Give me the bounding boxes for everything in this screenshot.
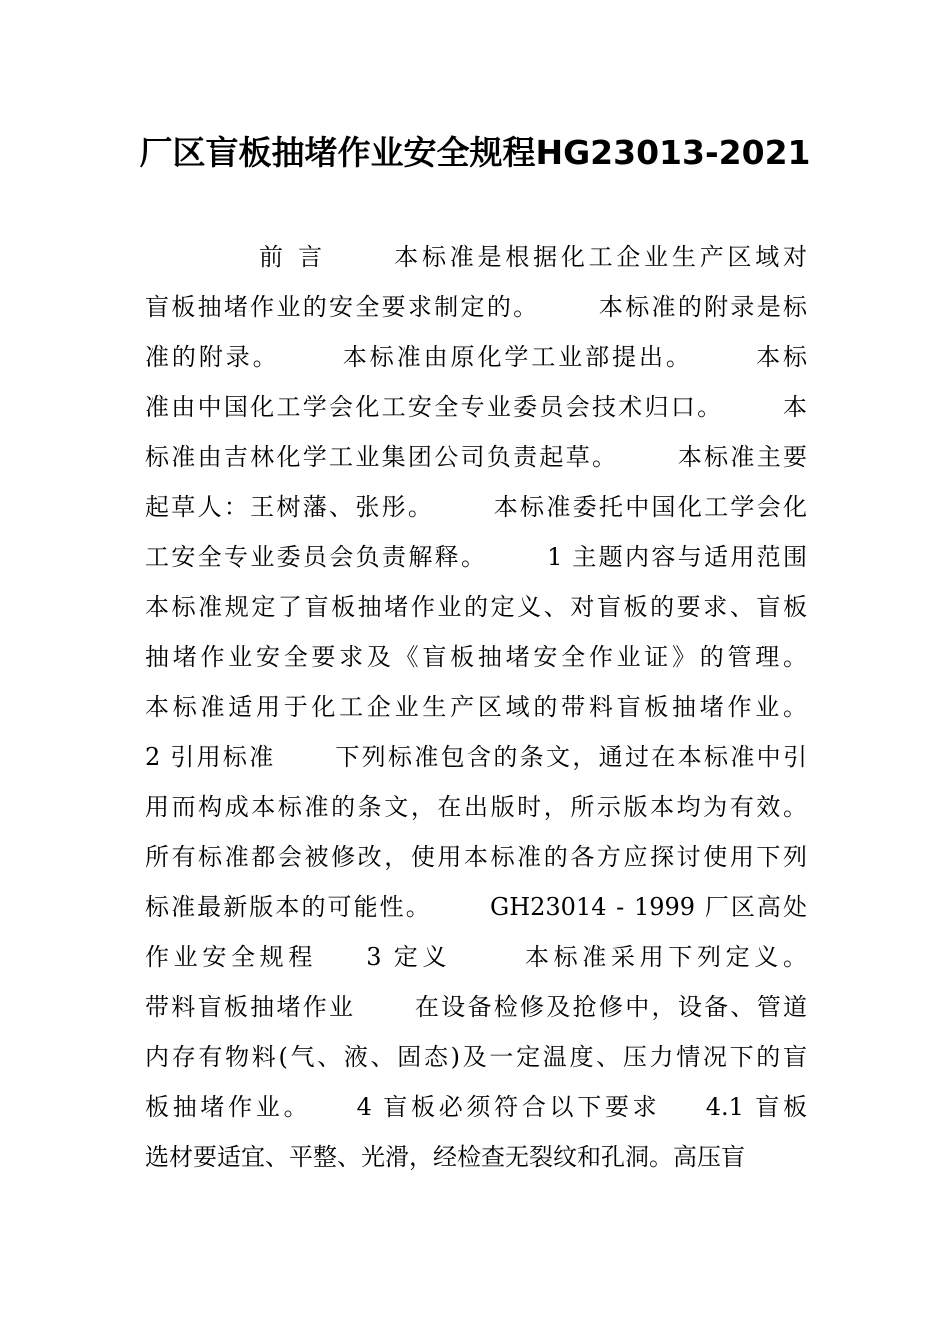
body-line: 准由中国化工学会化工安全专业委员会技术归口。 本: [145, 393, 807, 421]
body-line: 所有标准都会被修改，使用本标准的各方应探讨使用下列: [145, 843, 807, 871]
body-line: 盲板抽堵作业的安全要求制定的。 本标准的附录是标: [145, 293, 807, 321]
document-body: [145, 232, 807, 1182]
body-line: 起草人：王树藩、张彤。 本标准委托中国化工学会化: [145, 493, 807, 521]
body-line: 本标准规定了盲板抽堵作业的定义、对盲板的要求、盲板: [145, 593, 807, 621]
body-line: 本标准适用于化工企业生产区域的带料盲板抽堵作业。: [145, 693, 807, 721]
body-line: 带料盲板抽堵作业 在设备检修及抢修中，设备、管道: [145, 993, 807, 1021]
body-line: 板抽堵作业。 4 盲板必须符合以下要求 4.1 盲板: [145, 1093, 807, 1121]
body-line: 标准最新版本的可能性。 GH23014 - 1999 厂区高处: [145, 893, 807, 921]
body-line: 作业安全规程 3 定义 本标准采用下列定义。: [145, 943, 807, 971]
body-line: 2 引用标准 下列标准包含的条文，通过在本标准中引: [145, 743, 807, 771]
body-line: 用而构成本标准的条文，在出版时，所示版本均为有效。: [145, 793, 807, 821]
body-line: 选材要适宜、平整、光滑，经检查无裂纹和孔洞。高压盲: [145, 1143, 745, 1171]
body-line: 前 言 本标准是根据化工企业生产区域对: [145, 243, 807, 271]
body-line: 准的附录。 本标准由原化学工业部提出。 本标: [145, 343, 807, 371]
body-line: 标准由吉林化学工业集团公司负责起草。 本标准主要: [145, 443, 807, 471]
document-title: 厂区盲板抽堵作业安全规程HG23013-2021: [139, 133, 811, 172]
body-line: 内存有物料(气、液、固态)及一定温度、压力情况下的盲: [145, 1043, 807, 1071]
body-line: 抽堵作业安全要求及《盲板抽堵安全作业证》的管理。: [145, 643, 807, 671]
body-line: 工安全专业委员会负责解释。 1 主题内容与适用范围: [145, 543, 807, 571]
